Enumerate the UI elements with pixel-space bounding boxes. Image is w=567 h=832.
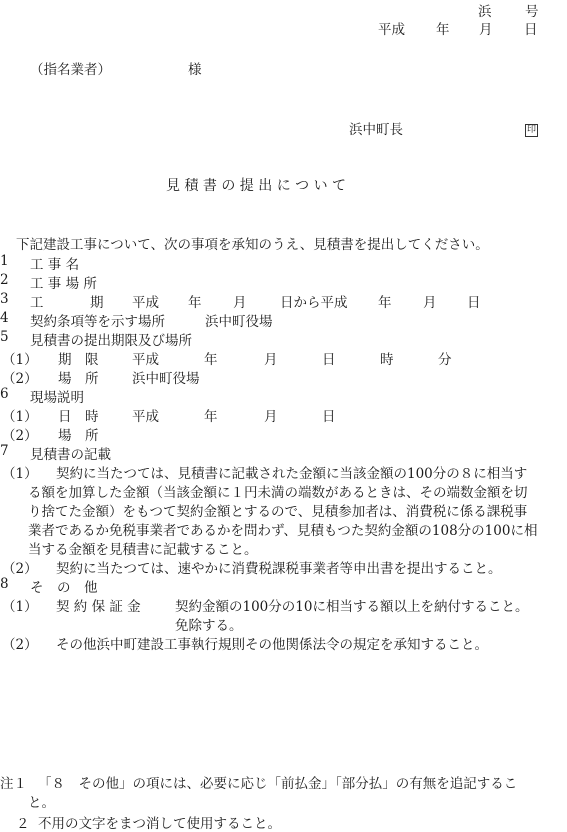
item6-num: 6 [0, 386, 9, 402]
item2-num: 2 [0, 272, 9, 288]
item8-label: そ の 他 [30, 580, 98, 596]
header-gou: 号 [525, 4, 539, 20]
item6-sub1-heisei: 平成 [132, 409, 159, 425]
note1-num: 注１ [0, 776, 27, 792]
item8-num: 8 [0, 576, 9, 592]
item7-sub1-line2: る額を加算した金額（当該金額に１円未満の端数があるときは、その端数金額を切 [28, 485, 528, 501]
item6-sub1-nen: 年 [204, 409, 218, 425]
addressee-label: （指名業者） [30, 62, 111, 78]
item5-sub1-fun: 分 [438, 352, 452, 368]
item2-label: 工 事 場 所 [30, 276, 97, 292]
item5-sub1-nen: 年 [204, 352, 218, 368]
item8-sub1-text: 契約金額の100分の10に相当する額以上を納付すること。 [175, 599, 529, 615]
item3-label2: 期 [90, 295, 104, 311]
item5-sub2-value: 浜中町役場 [132, 371, 200, 387]
item7-label: 見積書の記載 [30, 447, 111, 463]
item3-nen2: 年 [378, 295, 392, 311]
note2-text: 不用の文字をまつ消して使用すること。 [38, 816, 281, 832]
item5-sub1-hi: 日 [322, 352, 336, 368]
item5-sub2-label: 場 所 [58, 371, 99, 387]
issuer-title: 浜中町長 [349, 122, 403, 138]
item6-sub1-tsuki: 月 [264, 409, 278, 425]
item8-sub2-num: （2） [2, 637, 38, 653]
document-title: 見 積 書 の 提 出 に つ い て [166, 178, 347, 194]
item6-sub1-label: 日 時 [58, 409, 99, 425]
item3-num: 3 [0, 291, 9, 307]
header-tsuki: 月 [479, 22, 493, 38]
item7-sub1-line4: 業者であるか免税事業者であるかを問わず、見積もつた契約金額の108分の100に相 [28, 523, 538, 539]
header-nen: 年 [436, 22, 450, 38]
note1-text: 「８ その他」の項には、必要に応じ「前払金」「部分払」の有無を追記するこ [38, 776, 518, 792]
item8-sub1-text2: 免除する。 [175, 618, 243, 634]
item7-sub1-line5: 当する金額を見積書に記載すること。 [28, 542, 258, 558]
issuer-seal [525, 120, 538, 137]
item6-sub2-label: 場 所 [58, 428, 99, 444]
header-hi: 日 [524, 22, 538, 38]
item3-nen1: 年 [188, 295, 202, 311]
item7-sub2-text: 契約に当たつては、速やかに消費税課税事業者等申出書を提出すること。 [56, 561, 502, 577]
item5-sub1-heisei: 平成 [132, 352, 159, 368]
item7-sub2-num: （2） [2, 561, 38, 577]
item1-num: 1 [0, 253, 9, 269]
item6-label: 現場説明 [30, 390, 84, 406]
item3-tsuki2: 月 [423, 295, 437, 311]
item5-sub1-label: 期 限 [58, 352, 99, 368]
item3-tsuki1: 月 [233, 295, 247, 311]
item7-sub1-num: （1） [2, 466, 38, 482]
seal-mark: 印 [526, 125, 536, 135]
item4-num: 4 [0, 310, 9, 326]
item8-sub2-text: その他浜中町建設工事執行規則その他関係法令の規定を承知すること。 [56, 637, 488, 653]
item6-sub1-hi: 日 [322, 409, 336, 425]
item7-num: 7 [0, 443, 9, 459]
item5-num: 5 [0, 329, 9, 345]
item5-sub1-num: （1） [2, 352, 38, 368]
item8-sub1-label: 契 約 保 証 金 [56, 599, 141, 615]
item3-hi2: 日 [467, 295, 481, 311]
item5-sub2-num: （2） [2, 371, 38, 387]
intro-text: 下記建設工事について、次の事項を承知のうえ、見積書を提出してください。 [16, 237, 489, 253]
note2-num: ２ [16, 816, 30, 832]
item3-label: 工 [30, 295, 44, 311]
item4-label: 契約条項等を示す場所 [30, 314, 165, 330]
note1-cont: と。 [28, 795, 55, 811]
item6-sub1-num: （1） [2, 409, 38, 425]
item3-heisei1: 平成 [132, 295, 159, 311]
item5-sub1-ji: 時 [380, 352, 394, 368]
item5-label: 見積書の提出期限及び場所 [30, 333, 192, 349]
header-heisei: 平成 [378, 22, 405, 38]
item3-hikara: 日から平成 [280, 295, 348, 311]
item4-value: 浜中町役場 [205, 314, 273, 330]
item7-sub1-line3: り捨てた金額）をもつて契約金額とするので、見積参加者は、消費税に係る課税事 [28, 504, 528, 520]
addressee-sama: 様 [188, 62, 202, 78]
item6-sub2-num: （2） [2, 428, 38, 444]
header-hama: 浜 [478, 4, 492, 20]
item5-sub1-tsuki: 月 [264, 352, 278, 368]
item1-label: 工 事 名 [30, 257, 80, 273]
item8-sub1-num: （1） [2, 599, 38, 615]
item7-sub1-line1: 契約に当たつては、見積書に記載された金額に当該金額の100分の８に相当す [56, 466, 528, 482]
